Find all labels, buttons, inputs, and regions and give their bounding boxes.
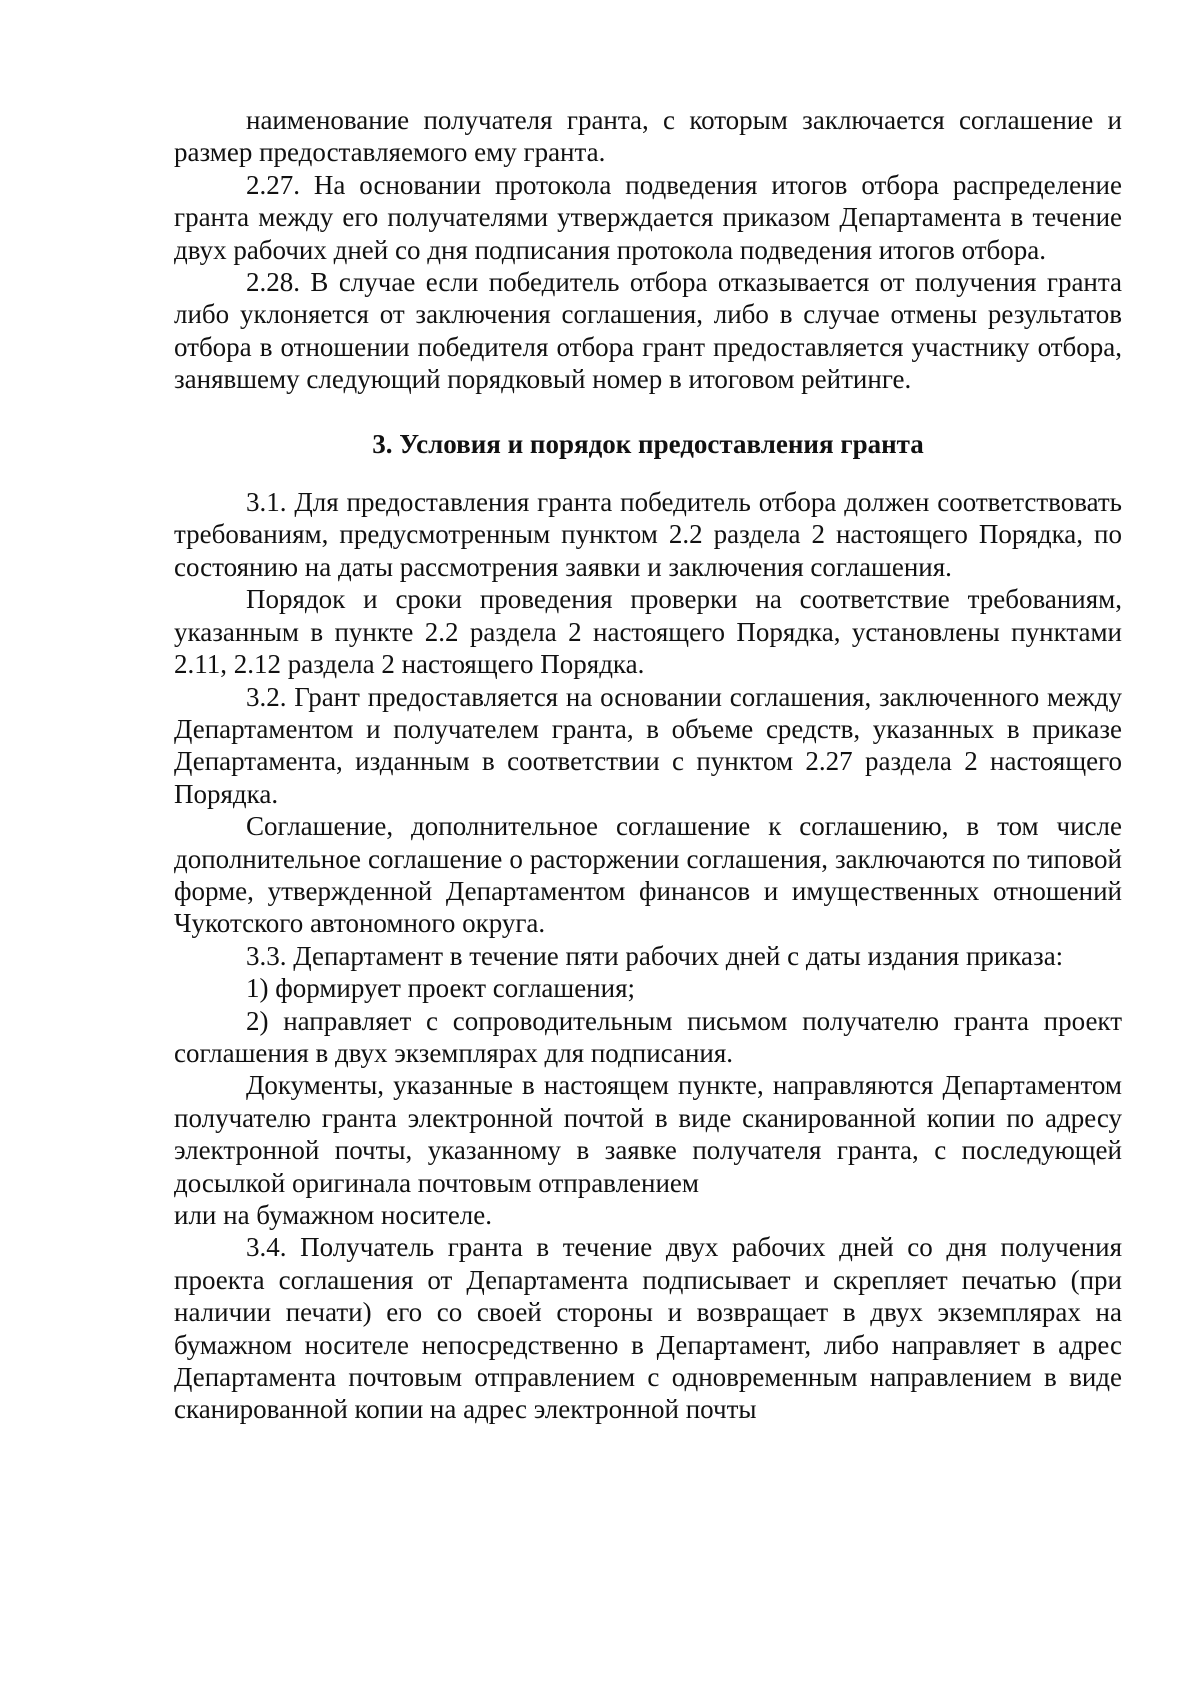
paragraph-grant-recipient-name: наименование получателя гранта, с которым заключается соглашение и размер предоставляемого ему гранта. bbox=[174, 105, 1122, 168]
paragraph-3-4: 3.4. Получатель гранта в течение двух рабочих дней со дня получения проекта соглашения от Департамента подписывает и скрепляет печатью (при наличии печати) его со своей стороны и возвращает в двух экземплярах на бумажном носителе непосредственно в Департамент, либо направляет в адрес Департамента почтовым отправлением с одновременным направлением в виде сканированной копии на адрес электронной почты bbox=[174, 1232, 1122, 1425]
section-heading: 3. Условия и порядок предоставления гранта bbox=[372, 428, 924, 459]
paragraph-documents-sent: Документы, указанные в настоящем пункте, направляются Департаментом получателю гранта электронной почтой в виде сканированной копии по адресу электронной почты, указанному в заявке получателя гранта, с последующей досылкой оригинала почтовым отправлением bbox=[174, 1070, 1122, 1198]
document-page bbox=[174, 104, 1122, 1426]
paragraph-3-3: 3.3. Департамент в течение пяти рабочих дней с даты издания приказа: bbox=[246, 940, 1064, 971]
paragraph-agreement-form: Соглашение, дополнительное соглашение к соглашению, в том числе дополнительное соглашение о расторжении соглашения, заключаются по типовой форме, утвержденной Департаментом финансов и имущественных отношений Чукотского автономного округа. bbox=[174, 811, 1122, 939]
spacer bbox=[174, 460, 1122, 486]
paragraph-paper-medium: или на бумажном носителе. bbox=[174, 1200, 493, 1230]
paragraph-3-3-item-1: 1) формирует проект соглашения; bbox=[246, 973, 635, 1004]
spacer bbox=[174, 396, 1122, 428]
paragraph-3-3-item-2: 2) направляет с сопроводительным письмом получателю гранта проект соглашения в двух экземплярах для подписания. bbox=[174, 1005, 1122, 1068]
paragraph-2-28: 2.28. В случае если победитель отбора отказывается от получения гранта либо уклоняется от заключения соглашения, либо в случае отмены результатов отбора в отношении победителя отбора грант предоставляется участнику отбора, занявшему следующий порядковый номер в итоговом рейтинге. bbox=[174, 267, 1122, 395]
paragraph-2-27: 2.27. На основании протокола подведения итогов отбора распределение гранта между его получателями утверждается приказом Департамента в течение двух рабочих дней со дня подписания протокола подведения итогов отбора. bbox=[174, 169, 1122, 265]
paragraph-check-procedure: Порядок и сроки проведения проверки на соответствие требованиям, указанным в пункте 2.2 раздела 2 настоящего Порядка, установлены пунктами 2.11, 2.12 раздела 2 настоящего Порядка. bbox=[174, 584, 1122, 680]
paragraph-3-2: 3.2. Грант предоставляется на основании соглашения, заключенного между Департаментом и получателем гранта, в объеме средств, указанных в приказе Департамента, изданным в соответствии с пунктом 2.27 раздела 2 настоящего Порядка. bbox=[174, 681, 1122, 809]
paragraph-3-1: 3.1. Для предоставления гранта победитель отбора должен соответствовать требованиям, предусмотренным пунктом 2.2 раздела 2 настоящего Порядка, по состоянию на даты рассмотрения заявки и заключения соглашения. bbox=[174, 487, 1122, 582]
